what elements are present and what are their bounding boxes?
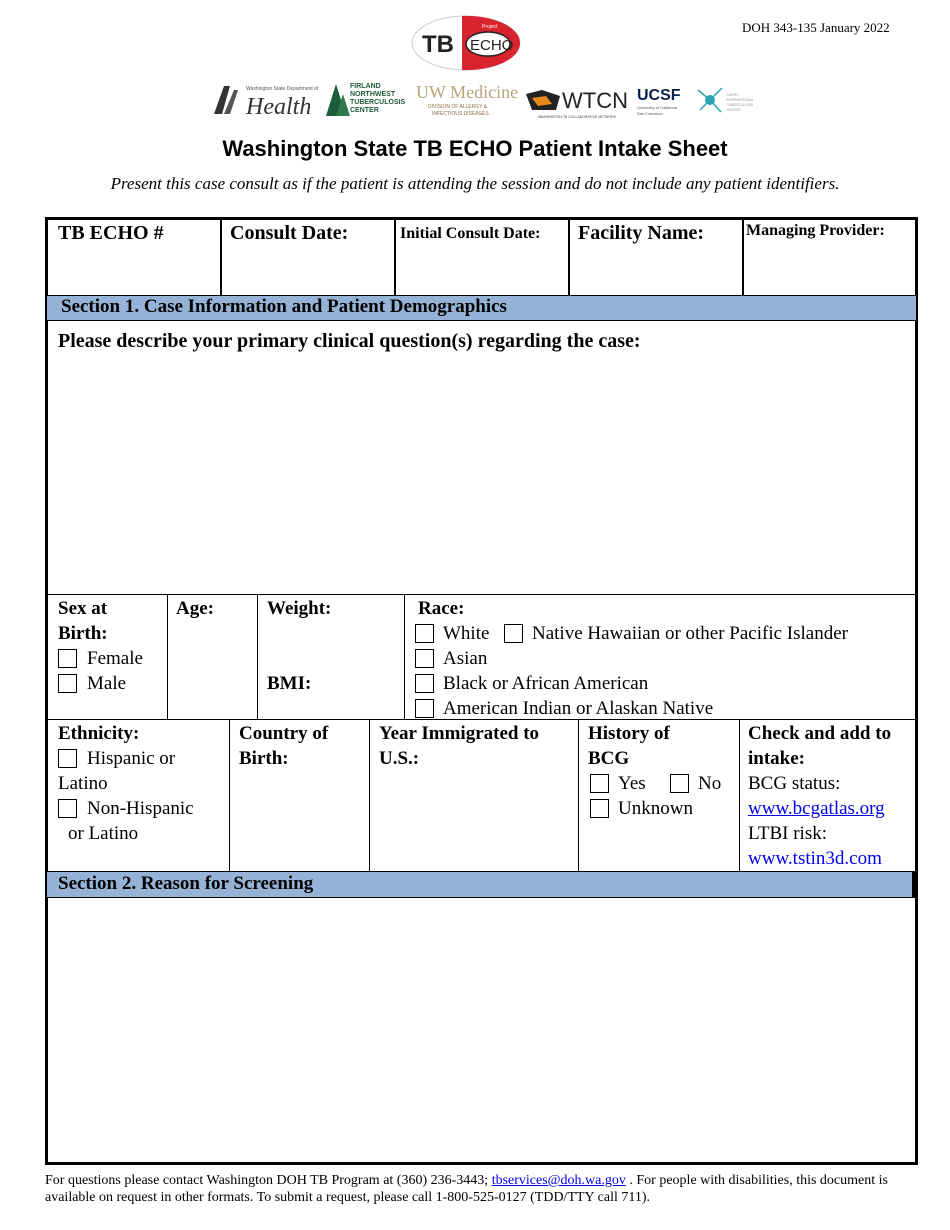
race-aian-checkbox[interactable] [415,699,434,718]
footer-text-1: For questions please contact Washington DOH TB Program at (360) 236-3443; [45,1173,492,1188]
weight-label: Weight: [267,598,332,619]
ucsf-sub1: University of California [637,105,678,110]
bmi-label: BMI: [267,673,312,694]
page-title: Washington State TB ECHO Patient Intake Sheet [222,136,728,161]
ucsf-sub2: San Francisco [637,111,663,116]
year-immigrated-label-2: U.S.: [379,748,420,769]
tstin3d-link[interactable]: www.tstin3d.com [748,848,882,869]
race-asian-checkbox[interactable] [415,649,434,668]
table-right-border [915,217,918,1165]
firland-logo [326,83,406,116]
curry-sub3: TUBERCULOSIS [726,103,754,107]
logo-project-text: Project [482,24,498,30]
firland-line1: FIRLAND [350,83,381,90]
wtcn-logo [526,88,628,119]
sex-male-label: Male [87,673,127,694]
facility-name-label: Facility Name: [578,222,705,244]
table-bottom-border [45,1162,918,1165]
bcg-history-label-1: History of [588,723,670,744]
curry-center-logo [698,88,754,112]
ethnicity-hispanic-label-2: Latino [58,773,108,794]
health-small-text: Washington State Department of [246,86,319,92]
sex-at-birth-label-2: Birth: [58,623,108,644]
divider [394,217,396,295]
divider [742,217,744,295]
firland-line4: CENTER [350,107,379,114]
consult-date-label: Consult Date: [230,222,349,244]
check-add-label-1: Check and add to [748,723,892,744]
firland-line3: TUBERCULOSIS [350,99,406,106]
country-of-birth-label-1: Country of [239,723,329,744]
footer-email-link[interactable]: tbservices@doh.wa.gov [491,1173,626,1188]
ucsf-name: UCSF [637,87,681,104]
age-label: Age: [176,598,214,619]
ethnicity-non-hispanic-label-1: Non-Hispanic [87,798,194,819]
partner-logos [210,76,770,122]
race-label: Race: [418,598,465,619]
footer [45,1172,915,1206]
bcg-yes-label: Yes [618,773,646,794]
bcg-atlas-link[interactable]: www.bcgatlas.org [748,798,885,819]
bcg-status-label: BCG status: [748,773,841,794]
race-nhpi-checkbox[interactable] [504,624,523,643]
divider [257,594,258,719]
tb-echo-number-label: TB ECHO # [58,222,164,244]
wtcn-name: WTCN [562,88,628,113]
section2-title: Section 2. Reason for Screening [58,873,314,894]
logo-tb-text: TB [422,31,454,58]
ethnicity-hispanic-label-1: Hispanic or [87,748,176,769]
bcg-no-checkbox[interactable] [670,774,689,793]
divider [229,719,230,871]
wtcn-sub: WASHINGTON TB COLLABORATIVE NETWORK [538,115,617,119]
table-left-border [45,217,48,1165]
page-subtitle: Present this case consult as if the patient is attending the session and do not include any patient identifiers. [110,174,840,193]
footer-text-2: . For people with disabilities, this document is available on request in other formats. To submit a request, please call 1-800-525-0127 (TDD/TTY call 711). [45,1173,888,1205]
table-top-border [45,217,918,220]
race-white-checkbox[interactable] [415,624,434,643]
divider [404,594,405,719]
ltbi-risk-label: LTBI risk: [748,823,827,844]
ethnicity-non-hispanic-checkbox[interactable] [58,799,77,818]
ethnicity-label: Ethnicity: [58,723,140,744]
uw-sub1: DIVISION OF ALLERGY & [428,104,488,110]
curry-sub2: INTERNATIONAL [726,98,754,102]
divider [568,217,570,295]
check-add-label-2: intake: [748,748,805,769]
ethnicity-hispanic-checkbox[interactable] [58,749,77,768]
divider [167,594,168,719]
sex-female-label: Female [87,648,143,669]
uw-medicine-logo [416,82,518,117]
sex-at-birth-label-1: Sex at [58,598,108,619]
race-nhpi-label: Native Hawaiian or other Pacific Islander [532,623,849,644]
document-number: DOH 343-135 January 2022 [742,20,890,35]
sex-male-checkbox[interactable] [58,674,77,693]
uw-name: UW Medicine [416,82,519,102]
country-of-birth-label-2: Birth: [239,748,289,769]
curry-sub4: CENTER [726,108,741,112]
managing-provider-label: Managing Provider: [746,222,885,239]
divider [739,719,740,871]
initial-consult-date-label: Initial Consult Date: [400,225,541,242]
bcg-yes-checkbox[interactable] [590,774,609,793]
divider [369,719,370,871]
bcg-unknown-label: Unknown [618,798,693,819]
uw-sub2: INFECTIOUS DISEASES [432,111,489,117]
year-immigrated-label-1: Year Immigrated to [379,723,540,744]
race-white-label: White [443,623,490,644]
race-asian-label: Asian [443,648,488,669]
firland-line2: NORTHWEST [350,91,396,98]
divider [46,594,917,595]
divider [220,217,222,295]
divider [46,719,917,720]
bcg-history-label-2: BCG [588,748,630,769]
clinical-question-prompt: Please describe your primary clinical question(s) regarding the case: [58,330,641,352]
tb-echo-logo [410,14,522,72]
race-black-label: Black or African American [443,673,649,694]
logo-echo-text: ECHO [470,37,514,54]
ucsf-logo [637,87,681,116]
sex-female-checkbox[interactable] [58,649,77,668]
section1-title: Section 1. Case Information and Patient Demographics [61,296,507,317]
curry-sub1: CURRY [726,93,739,97]
bcg-unknown-checkbox[interactable] [590,799,609,818]
race-black-checkbox[interactable] [415,674,434,693]
race-aian-label: American Indian or Alaskan Native [443,698,714,719]
divider [578,719,579,871]
wa-health-logo [214,86,319,120]
ethnicity-non-hispanic-label-2: or Latino [68,823,139,844]
health-word: Health [246,94,312,120]
bcg-no-label: No [698,773,722,794]
